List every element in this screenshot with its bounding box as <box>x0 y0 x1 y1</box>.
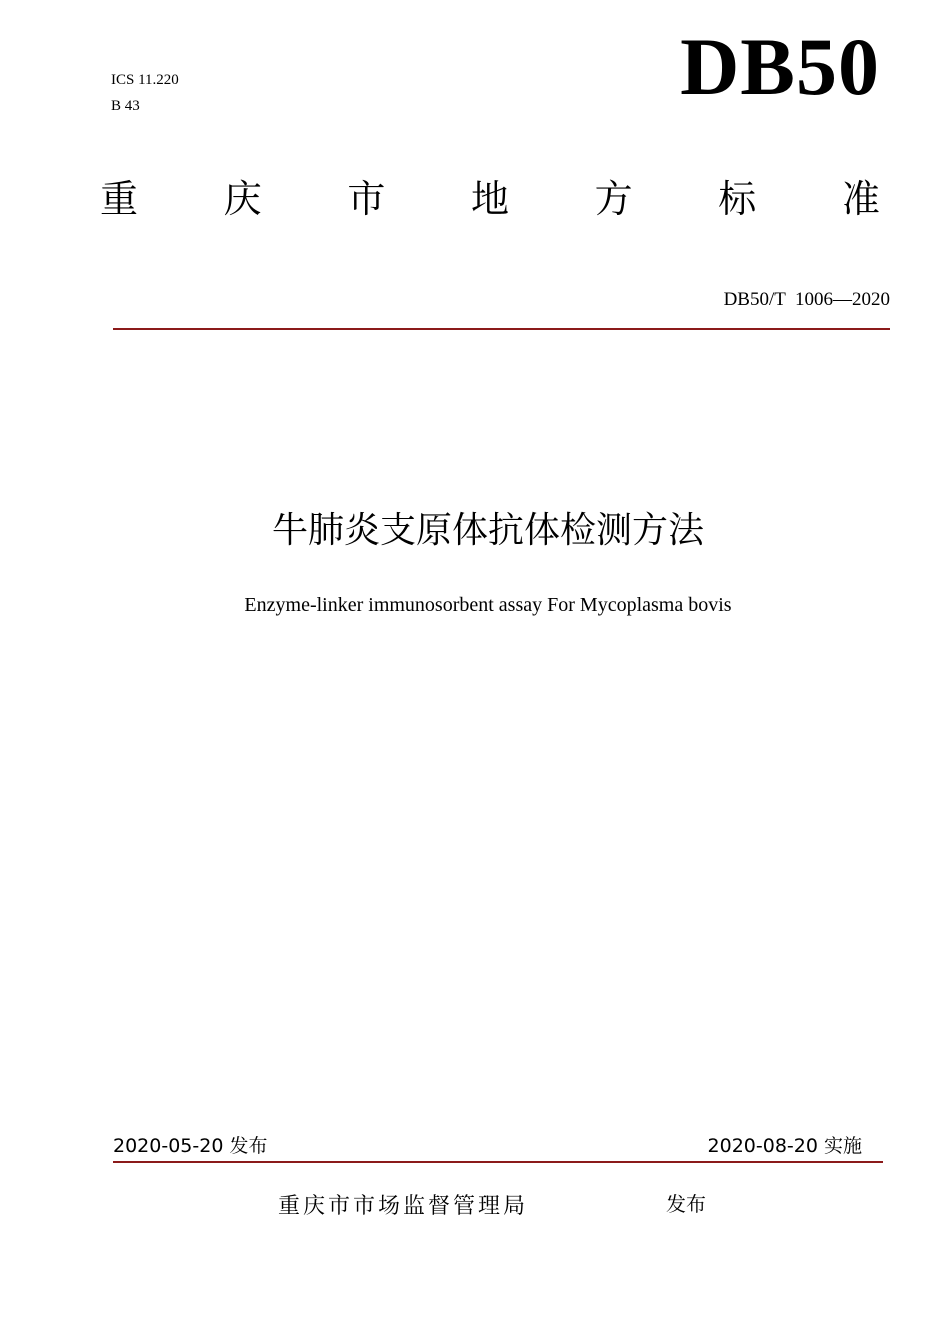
ics-code: ICS 11.220 <box>111 72 179 88</box>
issuing-authority: 重庆市市场监督管理局 <box>278 1194 529 1219</box>
ccs-code: B 43 <box>111 98 140 114</box>
publish-date: 2020-05-20 发布 <box>113 1135 268 1157</box>
standard-type-heading <box>100 172 880 226</box>
standard-type-char: 方 <box>594 177 633 221</box>
standard-type-char: 重 <box>100 177 139 221</box>
standard-type-char: 准 <box>841 177 880 221</box>
document-title-english: Enzyme-linker immunosorbent assay For Mycoplasma bovis <box>244 594 732 616</box>
standard-number: DB50/T 1006—2020 <box>723 289 890 310</box>
standard-type-char: 庆 <box>223 177 262 221</box>
implementation-date: 2020-08-20 实施 <box>707 1135 862 1157</box>
bottom-divider <box>113 1161 883 1163</box>
standard-type-char: 标 <box>718 177 757 221</box>
top-divider <box>113 328 890 330</box>
standard-type-char: 地 <box>470 177 509 221</box>
standard-type-char: 市 <box>347 177 386 221</box>
issuing-label: 发布 <box>666 1192 706 1216</box>
document-title-chinese: 牛肺炎支原体抗体检测方法 <box>271 510 704 551</box>
standard-mark: DB50 <box>680 21 880 112</box>
